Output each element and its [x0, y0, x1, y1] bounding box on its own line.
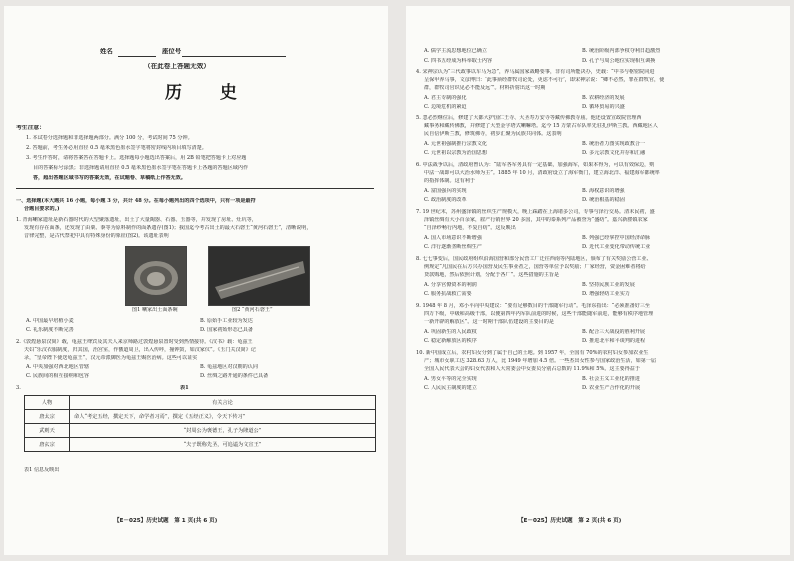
table-row [25, 424, 376, 438]
note-line: 答，超出答题区域书写的答案无效，在试题卷、草稿纸上作答无效。 [33, 175, 186, 181]
note-line: 1. 本试卷分选择题和非选择题两部分。满分 100 分，考试时间 75 分钟。 [26, 135, 193, 141]
note-line: 目的答案标号涂黑；非选择题请用直径 0.5 毫米黑色墨水签字笔在答题卡上各题的答题区域内作 [33, 165, 249, 171]
table-cell: “封周公为褒德王，孔子为隆道公” [70, 424, 376, 438]
option[interactable]: C. 人民民主制度的建立 [424, 385, 477, 391]
option[interactable]: C. 洋行逐渐垄断丝绸生产 [424, 244, 482, 250]
q3-note: 表1 信息反映出 [24, 467, 60, 473]
q8-stem: 8. 七七事变后，国民政府组织沿海国营和部分民营工厂迁往西南等内陆地区，颁布了有关奖励公营工业、 [416, 256, 652, 262]
page-footer: 【E－025】历史试题 第 1 页(共 6 页) [114, 518, 218, 524]
page-footer: 【E－025】历史试题 第 2 页(共 6 页) [518, 518, 622, 524]
table-header-row [25, 396, 376, 410]
table-header: 有关言论 [70, 396, 376, 410]
table-header: 人物 [25, 396, 70, 410]
option[interactable]: A. 分享官僚资本的利润 [424, 282, 477, 288]
option[interactable]: C. 稳定新解放区的秩序 [424, 338, 477, 344]
option[interactable]: B. 配合三大战役的胜利开展 [582, 329, 646, 335]
seat-underline [182, 56, 286, 57]
option[interactable]: D. 统治根基的稳固 [582, 197, 625, 203]
option[interactable]: D. 循环贸易的兴盛 [582, 104, 625, 110]
q1-stem: 1. 青海喇家遗址是新石器时代的大型聚落遗址，出土了大量陶器、石器、玉器等，并发现了房址、灶坑等， [16, 217, 257, 223]
option[interactable]: B. 农耕经济的发展 [582, 95, 625, 101]
q6-stem: 的指挥体制。这有利于 [424, 178, 475, 184]
option[interactable]: C. 元世祖以宗教为治国思想 [424, 150, 487, 156]
fig1-caption: 图1 喇家出土面条碗 [132, 307, 178, 313]
option[interactable]: D. 推进北平和平谈判的进程 [582, 338, 646, 344]
q1-stem: 音律完整，是古代祭祀中具有特殊身份的象征(图2)。该遗址表明 [24, 233, 169, 239]
name-underline [118, 56, 156, 57]
q5-stem: 5. 忽必烈继位后，修建了大都大护国仁王寺、大圣寿万安寺等藏传佛教寺庙。他还设置宣政院管理西 [416, 115, 642, 121]
option[interactable]: A. 儒学主流思想地位已确立 [424, 48, 487, 54]
q7-stem: “自泽纱畅行内地，不复自纺”。这反映出 [424, 225, 516, 231]
seat-label: 座位号 [162, 48, 182, 55]
table-caption: 表1 [180, 385, 189, 391]
option[interactable]: D. 孔子与周公地位实现相互调换 [582, 58, 656, 64]
q7-stem: 7. 19 世纪末，苏州盛泽镇的丝织生产规模大，晚上踩踏在上海诸多公司，专事与泽行交易。清末民初，盛 [416, 209, 655, 215]
page-2 [406, 6, 790, 555]
q4-stem: 呈保甲养马事，文彦博曰：‘此事须经群牧司论处，更虑不可行’，即宋神宗说：“卿不必然，罪在群牧官，使 [424, 77, 665, 83]
option[interactable]: B. 统治阶级内部争权夺利日趋激烈 [582, 48, 661, 54]
fig2-photo [208, 246, 310, 306]
option[interactable]: C. 边境危机的紧迫 [424, 104, 467, 110]
option[interactable]: A. 男女平等的完全实现 [424, 376, 477, 382]
q3-number: 3. [16, 385, 21, 391]
q4-stem: 4. 宋神宗认为“三代政事以车马为急”，养马属国家战略要事，非有司所能决办，史载：“中书与枢密院同进 [416, 69, 655, 75]
fig1-photo [125, 246, 187, 306]
q10-stem: 产；城市女职工达 328.63 万人，比 1949 年增加 4.5 倍。一些杰出女性参与国家政治生活，如第一届 [424, 358, 656, 364]
q5-stem: 民自信伊斯兰教，修筑佛寺，初步汇聚为民族共同体。这表明 [424, 131, 562, 137]
q6-stem: 中法一战即可以大治水师为主”。1885 年 10 月，清政府设立了海军衙门，建立海北洋、福建海军都统率 [424, 170, 660, 176]
notice: （在此卷上答题无效） [144, 63, 210, 70]
option[interactable]: B. 列强已经掌控中国经济命脉 [582, 235, 651, 241]
option[interactable]: D. 农业生产合作化的开展 [582, 385, 641, 391]
q10-stem: 全国人民代表大会的妇女代表和人大常委会中女委员分别占总数的 11.9%和 5%。这主要得益于 [424, 366, 640, 372]
option[interactable]: A. 中央加强对西北地区管辖 [26, 364, 89, 370]
option[interactable]: A. 巩固新生的人民政权 [424, 329, 477, 335]
option[interactable]: A. 中国最早培植小麦 [26, 318, 74, 324]
q2-stem: 录，“皇帝陛下使送龟兹王”，汉元帝派御医为龟兹王赐医治病。这些可以证实 [24, 355, 198, 361]
option[interactable]: C. 民族间的相互接纳和包容 [26, 373, 89, 379]
option[interactable]: C. 服务抗战救亡需要 [424, 291, 472, 297]
option[interactable]: B. 社会主义工业化的推进 [582, 376, 640, 382]
q4-stem: 群，群牧司官识见必不能及远’”。材料折射出这一时期 [424, 85, 546, 91]
option[interactable]: D. 近代工业变化带动传统工业 [582, 244, 651, 250]
table-cell: 唐太宗 [25, 410, 70, 424]
q3-table [24, 395, 376, 452]
option[interactable]: A. 国人市场意识不断增强 [424, 235, 482, 241]
option[interactable]: D. 多元宗教文化并存和汇融 [582, 150, 646, 156]
table-row [25, 438, 376, 452]
q10-stem: 10. 新中国成立后，农村妇女分到了属于自己的土地。到 1957 年，全国有 70%的农村妇女参加农业生 [416, 350, 649, 356]
q7-stem: 泽镇丝绸有大小百余家，雇产行销世界 20 多国，其中的泰系列产品被誉为“盛纺”。嘉兴新塍镇农家 [424, 217, 648, 223]
option[interactable]: B. 龟兹地区对汉朝的认同 [200, 364, 258, 370]
q9-stem: 一新开辟的解放区”。这一时期干部队伍建设的主要目的是 [424, 319, 554, 325]
option[interactable]: B. 坚持民族工业的发展 [582, 282, 635, 288]
option[interactable]: A. 富国强兵的实现 [424, 188, 467, 194]
note-line: 3. 考生作答时，请将答案答在答题卡上。选择题每小题选出答案后，用 2B 铅笔把答题卡上对应题 [26, 155, 247, 161]
option[interactable]: B. 海权意识的增强 [582, 188, 625, 194]
q2-stem: 夫妇“乐汉衣服制度，归其国，治宫室，作徼道周卫，出入传呼，撞钟鼓，如汉家仪”。《玉门关汉简》记 [24, 347, 256, 353]
option[interactable]: C. 政治制度的改革 [424, 197, 467, 203]
option[interactable]: A. 元世祖强制推行宗教文化 [424, 141, 487, 147]
q1-stem: 发现有存在面条，还发现了由粟、黍等为原料制作的面条遗存(图1)；我国迄今考古出土的最大石磬王“黄河石磬王”，清晰说明， [24, 225, 312, 231]
option[interactable]: B. 统治者力图实现政教合一 [582, 141, 646, 147]
table-cell: 唐玄宗 [25, 438, 70, 452]
q9-stem: 9. 1948 年 8 月，邓小平向中央建议：“要有足够数目的干部随军行动”。毛泽东指出：“必须准备好三至 [416, 303, 651, 309]
notes-title: 考生注意： [16, 125, 45, 131]
bowl-image [126, 247, 186, 305]
option[interactable]: B. 原始手工业较为发达 [200, 318, 253, 324]
name-label: 姓名 [100, 48, 113, 55]
note-line: 2. 答题前，考生务必用直径 0.5 毫米黑色墨水签字笔将密封线内项目填写清楚。 [26, 145, 207, 151]
table-cell: “夫子既称先圣，可追谥为文宣王” [70, 438, 376, 452]
q9-stem: 四万下级，中级和高级干部，以便第四年内军队前进的时候，这些干部能随军前进，能够有秩序地管理 [424, 311, 654, 317]
q2-stem: 2.《敦煌悬泉汉简》载，龟兹王绛宾及其夫人来京师路过敦煌悬泉置时受到热情接待。《汉书》载：龟兹王 [16, 339, 253, 345]
q8-stem: 贷款购地，然后依照计划，分配于各厂”。这些措施的主旨是 [424, 272, 560, 278]
option[interactable]: D. 增强轻纺工业实力 [582, 291, 630, 297]
table-cell: 命人“考定五经，撰定天下，命学者习焉”，撰定《五经正义》，令天下传习” [70, 410, 376, 424]
option[interactable]: A. 君主专制的强化 [424, 95, 467, 101]
section-heading-cont: 合题目要求的。) [24, 206, 60, 212]
option[interactable]: D. 丝绸之路开通的条件已具备 [200, 373, 269, 379]
q6-stem: 6. 中法战争以后，清政府曾认为：“陆军各军务具有一定基础，加强海军，如果本得为，可以有效保边，则 [416, 162, 655, 168]
section-heading: 一、选择题(本大题共 16 小题，每小题 3 分，共计 48 分。在每小题列出的四个选项中，只有一项是最符 [16, 198, 256, 204]
fig2-caption: 图2 “黄河石磬王” [232, 307, 273, 313]
notes-divider [16, 188, 374, 189]
q5-stem: 藏事务和藏传佛教，并修建了大型金字塔式喇嘛塔。迄今 15 万蒙古军队率先驻扎伊斯兰教。西藏地区人 [424, 123, 658, 129]
table-cell: 武则天 [25, 424, 70, 438]
option[interactable]: C. 四书五经成为科举取士内容 [424, 58, 493, 64]
table-row [25, 410, 376, 424]
q8-stem: 例规定“凡国民在后方兴办国营及民生事业者之，国营等单位予以奖励；厂家经营，资金困难者将给 [424, 264, 646, 270]
option[interactable]: C. 礼乐制度不断完善 [26, 327, 74, 333]
subject-title: 历 史 [165, 83, 253, 103]
option[interactable]: D. 国家初始形态已具备 [200, 327, 253, 333]
page-1 [4, 6, 388, 555]
chime-stone-image [209, 247, 309, 305]
